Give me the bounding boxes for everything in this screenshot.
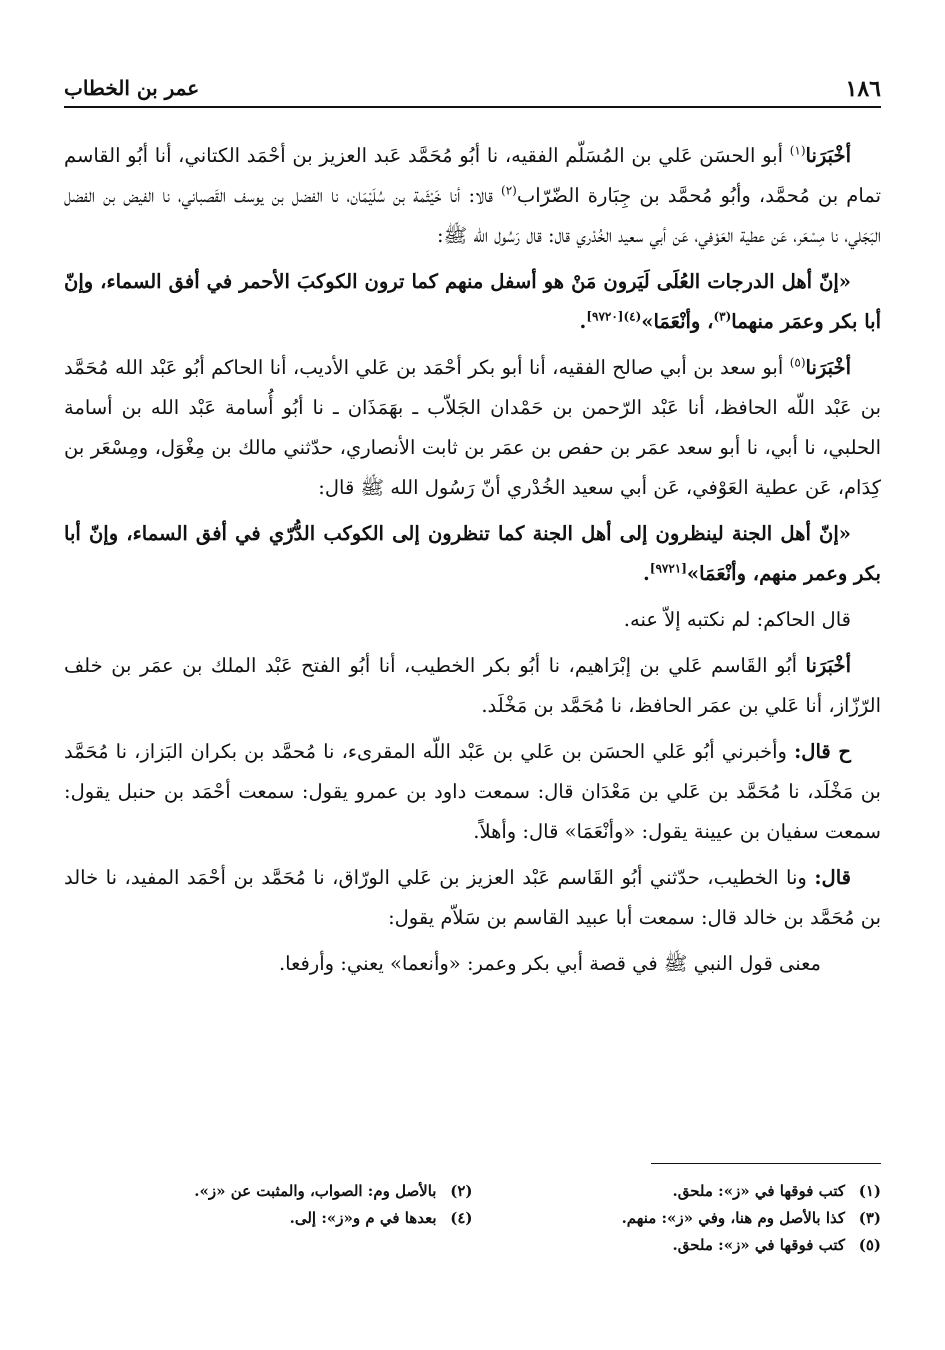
footnote-item <box>473 1178 882 1205</box>
main-text <box>64 136 881 990</box>
explanation-paragraph <box>64 944 881 984</box>
footnote-row <box>64 1178 881 1205</box>
lead-word: أخْبَرَنا <box>805 654 851 677</box>
footnote-ref: (٢) <box>501 183 517 198</box>
paragraph-text: أبو سعد بن أبي صالح الفقيه، أنا أبو بكر أحْمَد بن عَلي الأديب، أنا الحاكم أبُو عَبْد الله مُحَمَّد بن عَبْد اللّه الحافظ، أنا عَبْد الرّحمن بن حَمْدان الجَلاّب ـ بهَمَذَان ـ نا أبُو أُسامة عَبْد الله بن أسامة الحلبي، نا أبي، نا أبو سعد عمَر بن حفص بن عمَر بن ثابت الأنصاري، حدّثني مالك بن مِغْوَل، ومِسْعَر بن كِدَام، عَن عطية العَوْفي، عَن أبي سعيد الخُدْري أنّ رَسُول الله ﷺ قال: <box>64 356 882 499</box>
footnote-ref: [٩٧٢١] <box>649 561 687 576</box>
hadith-text-2 <box>64 514 881 594</box>
paragraph-text: أبو الحسَن عَلي بن المُسَلّم الفقيه، نا أبُو مُحَمَّد عَبد العزيز بن أحْمَد الكتاني، أنا أبُو القاسم تمام بن مُحمَّد، وأبُو مُحمَّد بن جِبَارة الضّرّاب <box>64 144 881 207</box>
paragraph-text: أبُو القَاسم عَلي بن إبْرَاهيم، نا أبُو بكر الخطيب، أنا أبُو الفتح عَبْد الملك بن عمَر بن خلف الرّزّاز، أنا عَلي بن عمَر الحافظ، نا مُحَمَّد بن مَخْلَد. <box>64 654 881 717</box>
paragraph-text: معنى قول النبي ﷺ في قصة أبي بكر وعمر: «وأنعما» يعني: وأرفعا. <box>278 952 821 975</box>
footnote-text: كذا بالأصل وم هنا، وفي «ز»: منهم. <box>621 1209 845 1227</box>
page-header <box>64 72 881 108</box>
footnote-number: (٣) <box>858 1209 881 1227</box>
lead-word: ح قال: <box>794 740 851 763</box>
hadith-text: ، وأنْعَمَا» <box>641 310 714 333</box>
footnote-number: (٤) <box>450 1209 473 1227</box>
footnote-number: (٢) <box>450 1182 473 1200</box>
footnote-text: بالأصل وم: الصواب، والمثبت عن «ز». <box>194 1182 437 1200</box>
terminator: . <box>642 562 650 585</box>
hadith-text: «إنّ أهل الدرجات العُلَى لَيَرون مَنْ هو أسفل منهم كما ترون الكوكبَ الأحمر في أفق السماء، وإنّ أبا بكر وعمَر منهما <box>64 270 881 333</box>
footnote-number: (١) <box>858 1182 881 1200</box>
isnad-paragraph-3 <box>64 646 881 726</box>
page-number: ١٨٦ <box>845 76 881 102</box>
footnote-text: كتب فوقها في «ز»: ملحق. <box>672 1236 845 1254</box>
footnote-ref: (٤)[٩٧٢٠] <box>586 309 642 324</box>
terminator: . <box>579 310 587 333</box>
isnad-paragraph-2 <box>64 348 881 508</box>
footnote-text: بعدها في م و«ز»: إلى. <box>289 1209 437 1227</box>
footnote-item <box>64 1178 473 1205</box>
isnad-paragraph-4 <box>64 732 881 852</box>
footnote-row <box>64 1205 881 1232</box>
hadith-text-1 <box>64 262 881 342</box>
footnote-ref: (١) <box>789 143 806 158</box>
comment-paragraph <box>64 600 881 640</box>
footnote-ref: (٣) <box>713 309 732 324</box>
paragraph-text: قالا: أنا خَيْثَمة بن سُلَيْمَان، نا الفضل بن يوسف القَصباني، نا الفيض بن الفضل البَجَلي، نا مِسْعَر، عَن عطية العَوْفي، عَن أبي سعيد الخُدْري قال: قال رَسُول الله ﷺ: <box>64 184 881 247</box>
lead-word: أخْبَرَنا <box>805 356 851 379</box>
footnotes <box>64 1178 881 1259</box>
running-title: عمر بن الخطاب <box>64 76 200 100</box>
isnad-paragraph-1 <box>64 136 881 256</box>
paragraph-text: ونا الخطيب، حدّثني أبُو القَاسم عَبْد العزيز بن عَلي الورّاق، نا مُحَمَّد بن أحْمَد المفيد، نا خالد بن مُحَمَّد بن خالد قال: سمعت أبا عبيد القاسم بن سَلاّم يقول: <box>64 866 881 929</box>
hadith-text: «إنّ أهل الجنة لينظرون إلى أهل الجنة كما تنظرون إلى الكوكب الدُّرّي في أفق السماء، وإنّ أبا بكر وعمر منهم، وأنْعَمَا» <box>64 522 881 585</box>
footnote-divider <box>651 1163 881 1164</box>
footnote-ref: (٥) <box>789 355 806 370</box>
footnote-item <box>473 1232 882 1259</box>
paragraph-text: قال الحاكم: لم نكتبه إلاّ عنه. <box>623 608 851 631</box>
footnote-item <box>64 1205 473 1232</box>
isnad-paragraph-5 <box>64 858 881 938</box>
lead-word: أخْبَرَنا <box>805 144 851 167</box>
footnote-item <box>473 1205 882 1232</box>
paragraph-text: وأخبرني أبُو عَلي الحسَن بن عَلي بن عَبْد اللّه المقرىء، نا مُحمَّد بن بكران البَزاز، نا مُحَمَّد بن مَخْلَد، نا مُحَمَّد بن عَلي بن مَعْدَان قال: سمعت داود بن عمرو يقول: سمعت أحْمَد بن حنبل يقول: سمعت سفيان بن عيينة يقول: «وأنْعَمَا» قال: وأهلاً. <box>64 740 881 843</box>
footnote-text: كتب فوقها في «ز»: ملحق. <box>672 1182 845 1200</box>
footnote-number: (٥) <box>858 1236 881 1254</box>
footnote-row <box>64 1232 881 1259</box>
lead-word: قال: <box>814 866 851 889</box>
